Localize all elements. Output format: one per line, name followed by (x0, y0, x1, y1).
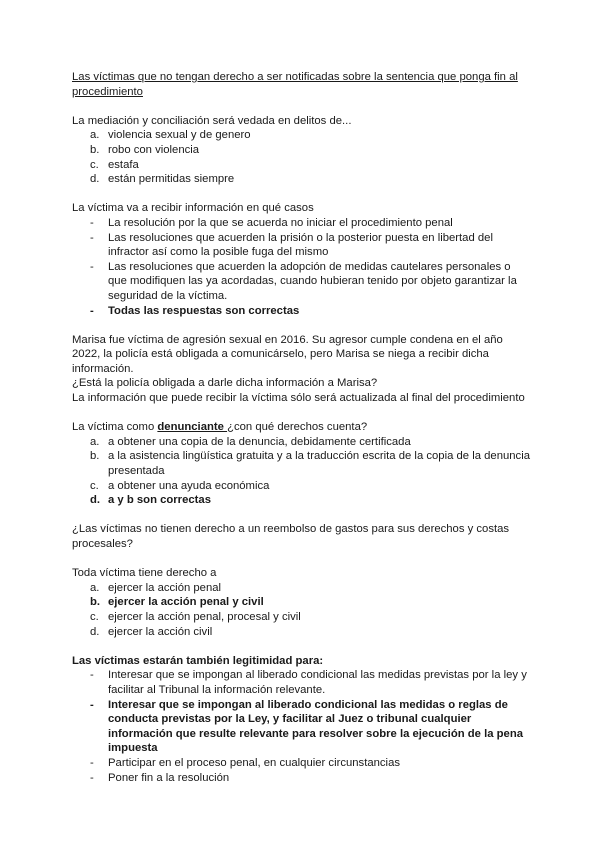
list-item-correct: d. a y b son correctas (90, 494, 211, 507)
list-item: b. a la asistencia lingüística gratuita y a la traducción escrita de la copia de la denuncia presentada (90, 450, 531, 478)
question-4-answer: La información que puede recibir la víctima sólo será actualizada al final del procedimiento (72, 392, 525, 405)
list-item: - Poner fin a la resolución (90, 771, 230, 784)
question-6-text: ¿Las víctimas no tienen derecho a un reembolso de gastos para sus derechos y costas procesales? (72, 523, 510, 550)
list-item: - La resolución por la que se acuerda no iniciar el procedimiento penal (90, 216, 453, 229)
list-item-correct: - Todas las respuestas son correctas (90, 304, 300, 317)
question-3-text: La víctima va a recibir información en qué casos (72, 202, 314, 215)
document-page (72, 70, 532, 785)
list-item: d. ejercer la acción civil (90, 625, 213, 638)
list-item: c. estafa (90, 158, 139, 171)
question-2-text: La mediación y conciliación será vedada en delitos de... (72, 114, 352, 127)
list-item: a. ejercer la acción penal (90, 581, 222, 594)
question-7-text: Toda víctima tiene derecho a (72, 567, 217, 580)
question-4-question: ¿Está la policía obligada a darle dicha información a Marisa? (72, 377, 378, 390)
list-item: a. a obtener una copia de la denuncia, debidamente certificada (90, 435, 411, 448)
list-item: c. ejercer la acción penal, procesal y civil (90, 610, 301, 623)
list-item: d. están permitidas siempre (90, 173, 235, 186)
question-8-options (72, 668, 532, 785)
list-item-correct: - Interesar que se impongan al liberado condicional las medidas o reglas de conducta previstas por la Ley, y facilitar al Juez o tribunal cualquier información que resulte relevante para resolver sobre la ejecución de la pena impuesta (90, 698, 524, 755)
list-item: b. robo con violencia (90, 143, 200, 156)
question-2-options (72, 128, 532, 186)
list-item: - Las resoluciones que acuerden la adopción de medidas cautelares personales o que modifiquen las ya acordadas, cuando hubieran tenido por objeto garantizar la seguridad de la víctima. (90, 260, 517, 302)
list-item-correct: b. ejercer la acción penal y civil (90, 596, 264, 609)
list-item: - Las resoluciones que acuerden la prisión o la posterior puesta en libertad del infractor así como la posible fuga del mismo (90, 231, 493, 259)
question-3-options (72, 216, 532, 318)
question-7-options (72, 581, 532, 639)
question-4-statement: Marisa fue víctima de agresión sexual en 2016. Su agresor cumple condena en el año 2022, la policía está obligada a comunicárselo, pero Marisa se niega a recibir dicha información. (72, 333, 503, 375)
question-5-text: La víctima como denunciante ¿con qué derechos cuenta? (72, 421, 368, 434)
list-item: c. a obtener una ayuda económica (90, 479, 270, 492)
list-item: - Interesar que se impongan al liberado condicional las medidas previstas por la ley y facilitar al Tribunal la información relevante. (90, 669, 527, 696)
keyword-denunciante: denunciante (157, 421, 228, 434)
question-5-options (72, 435, 532, 508)
question-8-text: Las víctimas estarán también legitimidad para: (72, 654, 324, 667)
question-1-text: Las víctimas que no tengan derecho a ser notificadas sobre la sentencia que ponga fin al procedimiento (72, 71, 518, 98)
list-item: a. violencia sexual y de genero (90, 129, 251, 142)
list-item: - Participar en el proceso penal, en cualquier circunstancias (90, 756, 400, 769)
